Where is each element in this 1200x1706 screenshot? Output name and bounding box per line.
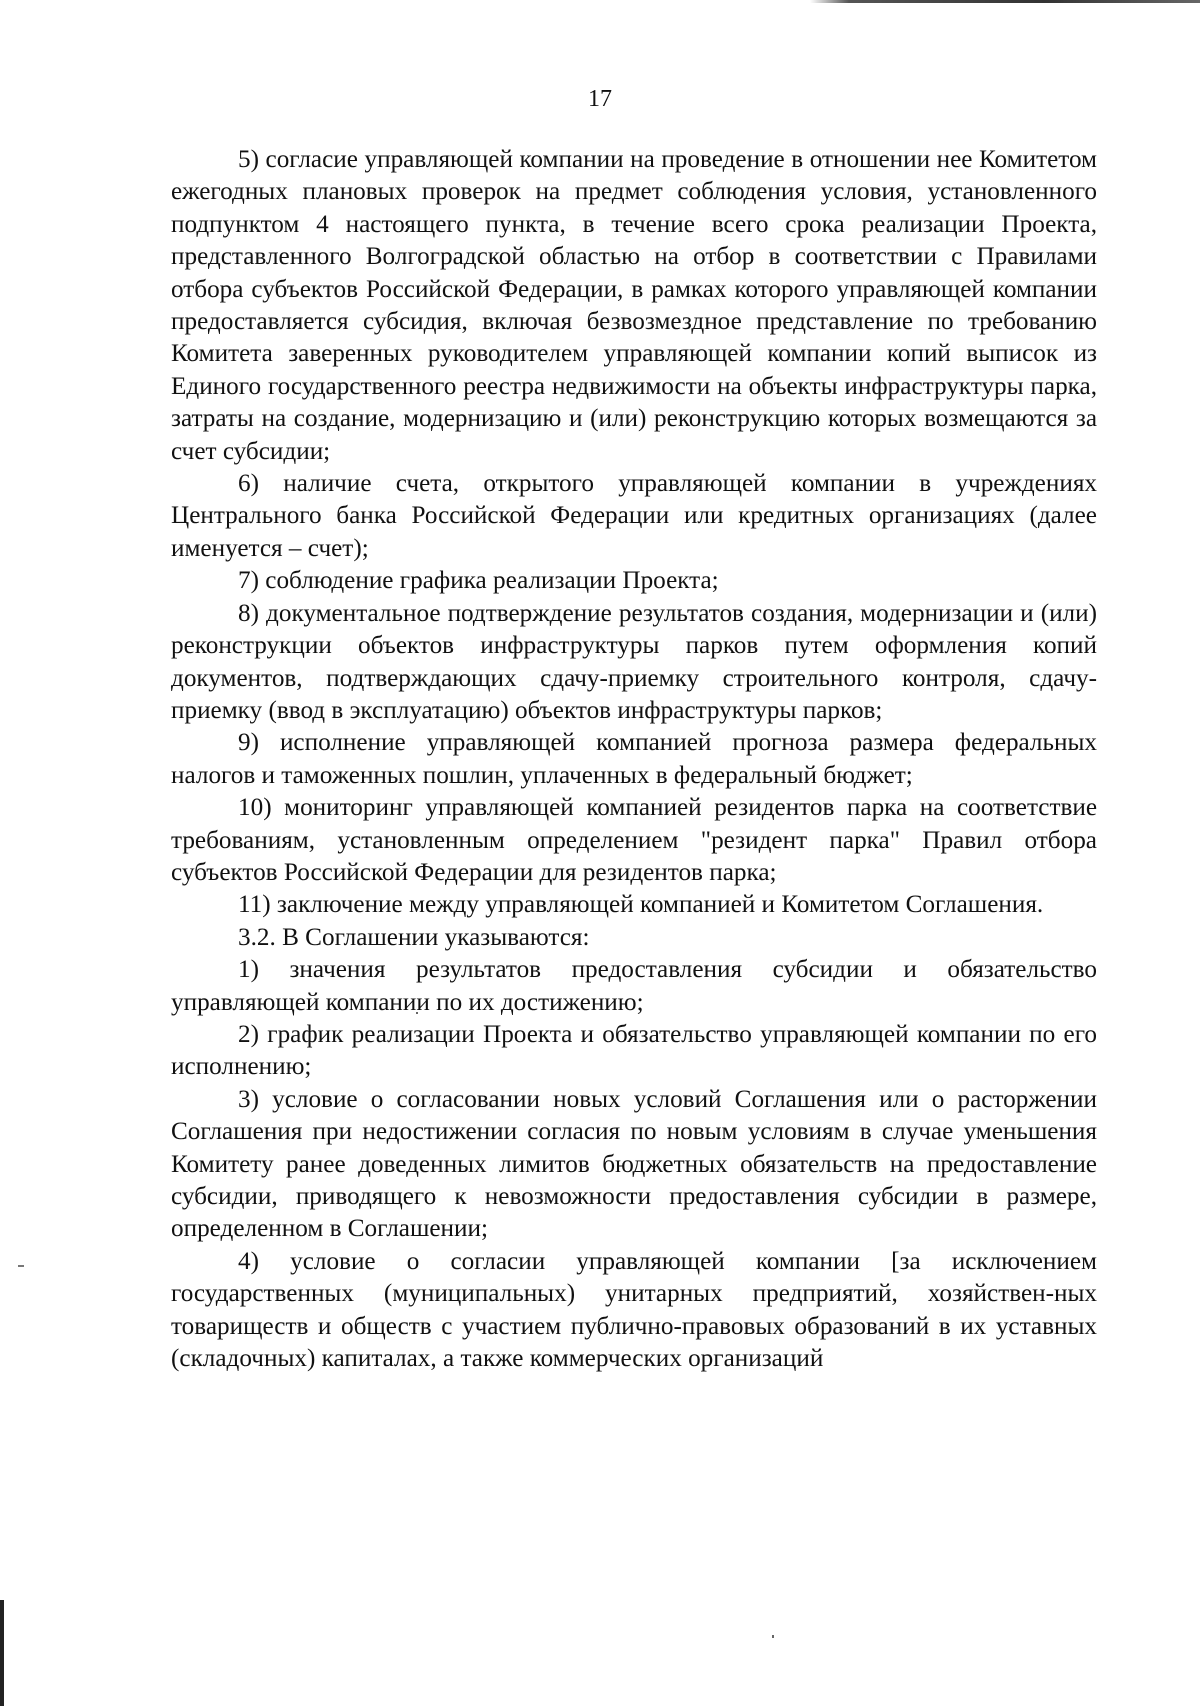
paragraph-3-2-item-4: 4) условие о согласии управляющей компании [за исключением государственных (муниципальных) унитарных предприятий, хозяйствен-ных товариществ и обществ с участием публично-правовых образований в их уставных (складочных) капиталах, а также коммерческих организаций — [171, 1247, 1097, 1373]
paragraph-item-6: 6) наличие счета, открытого управляющей компании в учреждениях Центрального банка Российской Федерации или кредитных организациях (далее именуется – счет); — [171, 470, 1097, 562]
paragraph-3-2-item-3: 3) условие о согласовании новых условий Соглашения или о расторжении Соглашения при недостижении согласия по новым условиям в случае уменьшения Комитету ранее доведенных лимитов бюджетных обязательств на предоставление субсидии, приводящего к невозможности предоставления субсидии в размере, определенном в Соглашении; — [171, 1085, 1097, 1243]
paragraph-3-2-item-2: 2) график реализации Проекта и обязательство управляющей компании по его исполнению; — [171, 1020, 1097, 1081]
paragraph-item-7: 7) соблюдение графика реализации Проекта; — [238, 567, 719, 595]
paragraph-item-9: 9) исполнение управляющей компанией прогноза размера федеральных налогов и таможенных пошлин, уплаченных в федеральный бюджет; — [171, 729, 1097, 789]
paragraph-item-8: 8) документальное подтверждение результатов создания, модернизации и (или) реконструкции объектов инфраструктуры парков путем оформления копий документов, подтверждающих сдачу-приемку строительного контроля, сдачу-приемку (ввод в эксплуатацию) объектов инфраструктуры парков; — [171, 599, 1097, 724]
scan-edge-top — [810, 0, 1200, 3]
paragraph-item-10: 10) мониторинг управляющей компанией резидентов парка на соответствие требованиям, установленным определением "резидент парка" Правил отбора субъектов Российской Федерации для резидентов парка; — [171, 794, 1097, 886]
scan-edge-left — [0, 1600, 4, 1706]
paragraph-item-5: 5) согласие управляющей компании на проведение в отношении нее Комитетом ежегодных плановых проверок на предмет соблюдения условия, установленного подпунктом 4 настоящего пункта, в течение всего срока реализации Проекта, представленного Волгоградской областью на отбор в соответствии с Правилами отбора субъектов Российской Федерации, в рамках которого управляющей компании предоставляется субсидия, включая безвозмездное представление по требованию Комитета заверенных руководителем управляющей компании копий выписок из Единого государственного реестра недвижимости на объекты инфраструктуры парка, затраты на создание, модернизацию и (или) реконструкцию которых возмещаются за счет субсидии; — [171, 146, 1097, 465]
paragraph-3-2-item-1: 1) значения результатов предоставления субсидии и обязательство управляющей компании по их достижению; — [171, 956, 1097, 1016]
document-body — [171, 144, 1097, 1375]
scan-artifact — [18, 1265, 24, 1267]
paragraph-item-11: 11) заключение между управляющей компанией и Комитетом Соглашения. — [238, 891, 1044, 919]
section-heading-3-2: 3.2. В Соглашении указываются: — [238, 923, 590, 951]
page-number: 17 — [588, 86, 612, 112]
scan-artifact — [772, 1635, 774, 1638]
